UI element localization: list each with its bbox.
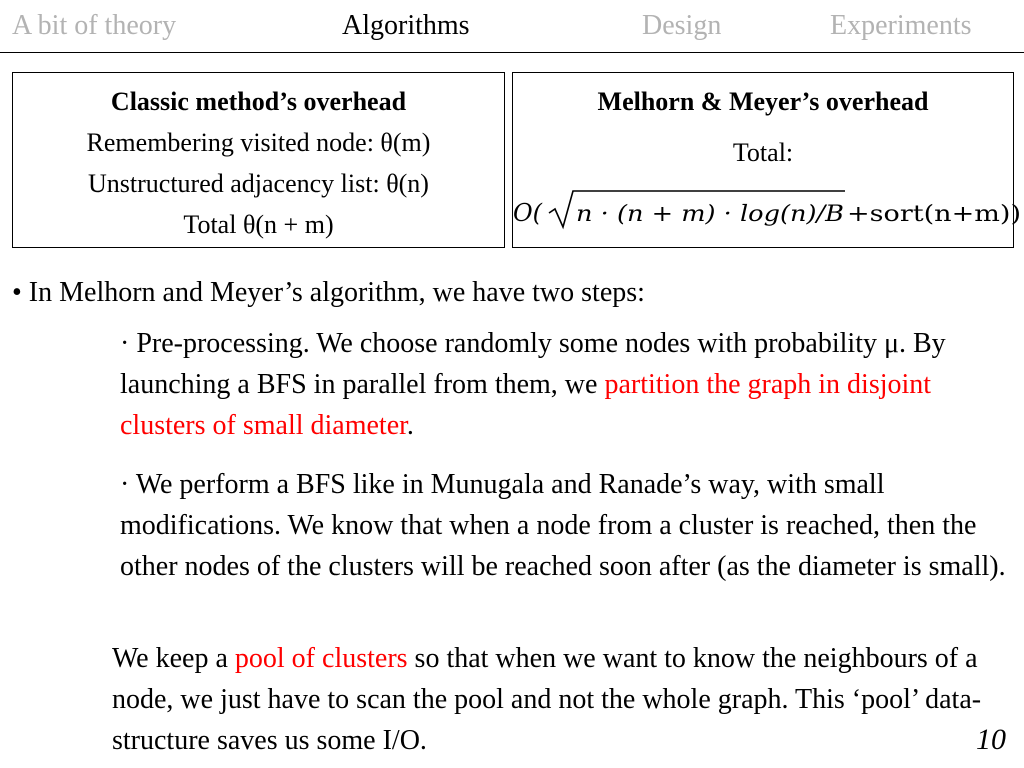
formula-radicand: n · (n + m) · log(n)/B [576, 202, 844, 227]
classic-overhead-box [12, 72, 505, 248]
total-label: Total: [732, 138, 794, 167]
tab-design[interactable]: Design [642, 10, 722, 41]
pool-note-text: We keep a [112, 643, 235, 674]
step-preprocessing-highlight: partition the graph in disjoint clusters of small diameter [120, 369, 932, 441]
step-preprocessing-end: . [406, 410, 414, 441]
tab-experiments[interactable]: Experiments [830, 10, 972, 41]
pool-note [112, 638, 992, 761]
formula-suffix: +sort(n+m)) [847, 202, 1021, 227]
classic-overhead-line-2: Unstructured adjacency list: θ(n) [88, 169, 429, 198]
algorithm-steps-intro: • In Melhorn and Meyer’s algorithm, we have two steps: [12, 277, 645, 308]
tab-algorithms[interactable]: Algorithms [342, 10, 470, 41]
page-number: 10 [976, 723, 1006, 756]
classic-overhead-title: Classic method’s overhead [110, 87, 407, 116]
formula-prefix: O( [513, 199, 543, 227]
pool-note-end: so that when we want to know the neighbours of a node, we just have to scan the pool and not the whole graph. This ‘pool’ data-structure saves us some I/O. [112, 643, 982, 756]
step-preprocessing [120, 323, 1010, 446]
melhorn-meyer-overhead-box [512, 72, 1021, 248]
melhorn-meyer-overhead-title: Melhorn & Meyer’s overhead [597, 87, 929, 116]
classic-overhead-line-1: Remembering visited node: θ(m) [86, 128, 431, 157]
header-divider [0, 52, 1024, 53]
overhead-formula [513, 187, 1023, 231]
classic-overhead-line-3: Total θ(n + m) [183, 210, 334, 239]
pool-note-highlight: pool of clusters [234, 643, 408, 674]
step-preprocessing-text: · Pre-processing. We choose randomly some nodes with probability μ. By launching a BFS in parallel from them, we [120, 328, 946, 400]
step-bfs-text: · We perform a BFS like in Munugala and Ranade’s way, with small modifications. We know that when a node from a cluster is reached, then the other nodes of the clusters will be reached soon after (as the diameter is small). [120, 469, 1006, 582]
step-bfs [120, 464, 1015, 587]
tab-a-bit-of-theory[interactable]: A bit of theory [12, 10, 177, 41]
top-navigation [0, 0, 1024, 52]
